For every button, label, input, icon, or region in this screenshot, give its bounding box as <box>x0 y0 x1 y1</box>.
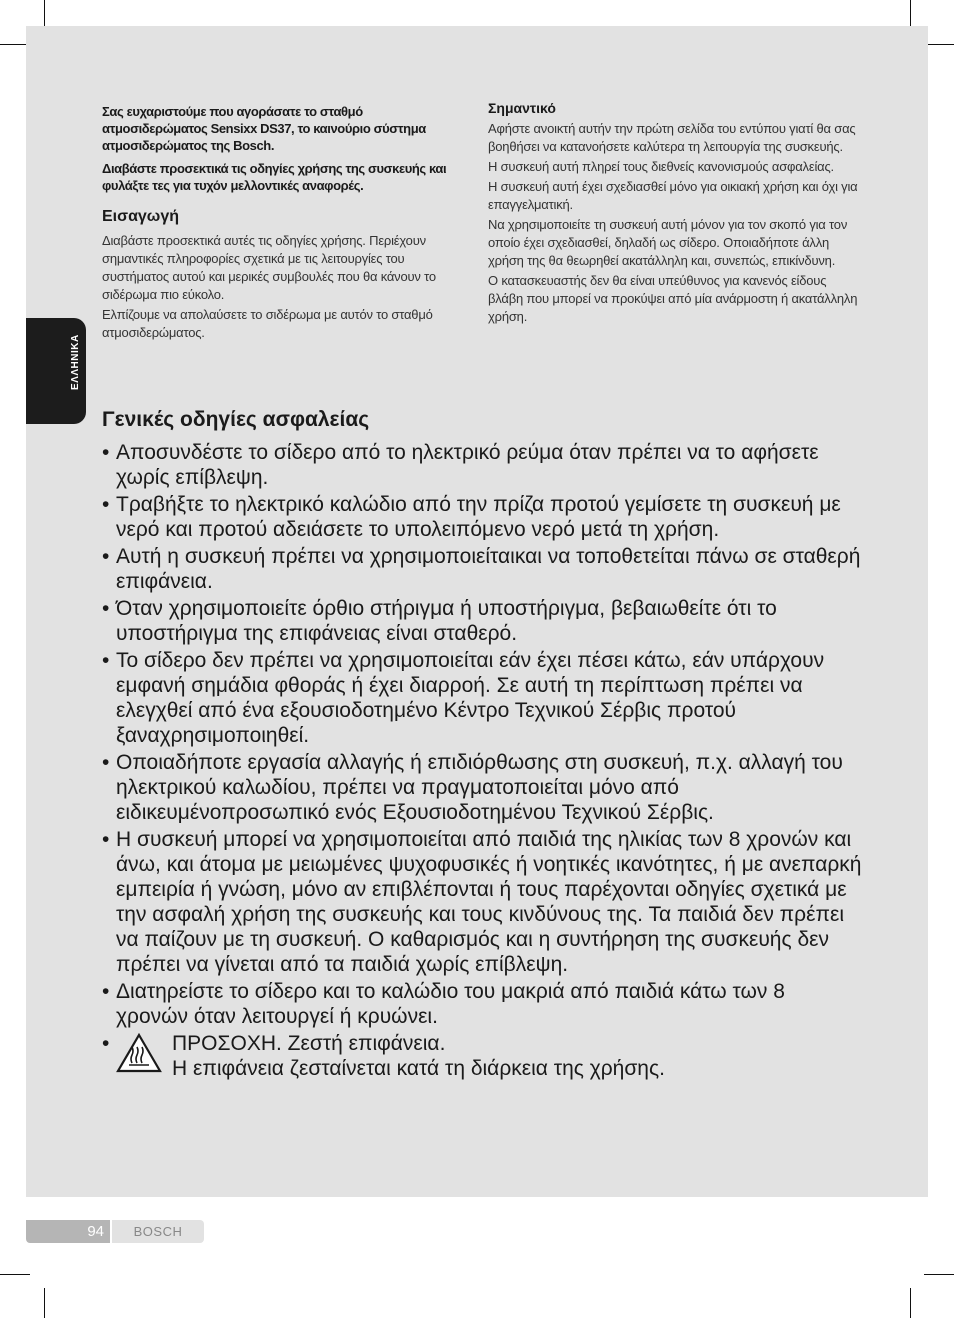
safety-item-text: Η συσκευή μπορεί να χρησιμοποιείται από παιδιά της ηλικίας των 8 χρονών και άνω, και άτομα με μειωμένες ψυχοφυσικές ή νοητικές ικανότητες, ή με ανεπαρκή εμπειρία ή γνώση, μόνο αν επιβλέπονται ή τους παρέχονται οδηγίες σχετικά με την ασφαλή χρήση της συσκευής και τους κινδύνους της. Τα παιδιά δεν πρέπει να παίζουν με τη συσκευή. Ο καθαρισμός και η συντήρηση της συσκευής δεν πρέπει να γίνεται από τα παιδιά χωρίς επίβλεψη. <box>116 828 862 976</box>
warning-text: Η επιφάνεια ζεσταίνεται κατά τη διάρκεια της χρήσης. <box>172 1057 665 1080</box>
safety-section <box>102 408 862 1081</box>
bullet-symbol: • <box>102 493 110 516</box>
safety-item-text: Αυτή η συσκευή πρέπει να χρησιμοποιείταικαι να τοποθετείται πάνω σε σταθερή επιφάνεια. <box>116 545 861 593</box>
safety-item <box>102 827 862 977</box>
bullet-symbol: • <box>102 441 110 464</box>
warning-title: ΠΡΟΣΟΧΗ. Ζεστή επιφάνεια. <box>172 1032 446 1055</box>
crop-mark <box>0 1274 30 1275</box>
introduction-text <box>102 232 462 342</box>
bullet-symbol: • <box>102 751 110 774</box>
bullet-symbol: • <box>102 597 110 620</box>
hot-surface-warning-icon <box>116 1033 162 1073</box>
crop-mark <box>924 44 954 45</box>
safety-item <box>102 979 862 1029</box>
safety-item-text: Αποσυνδέστε το σίδερο από το ηλεκτρικό ρεύμα όταν πρέπει να το αφήσετε χωρίς επίβλεψη. <box>116 441 819 489</box>
important-paragraph: Αφήστε ανοικτή αυτήν την πρώτη σελίδα του εντύπου γιατί θα σας βοηθήσει να κατανοήσετε καλύτερα τη λειτουργία της συσκευής. <box>488 121 856 154</box>
crop-mark <box>44 1288 45 1318</box>
intro-block <box>102 103 462 194</box>
safety-item-text: Διατηρείστε το σίδερο και το καλώδιο του μακριά από παιδιά κάτω των 8 χρονών όταν λειτουργεί ή κρυώνει. <box>116 980 785 1028</box>
introduction-heading: Εισαγωγή <box>102 208 179 225</box>
safety-item-text: Το σίδερο δεν πρέπει να χρησιμοποιείται εάν έχει πέσει κάτω, εάν υπάρχουν εμφανή σημάδια φθοράς ή έχει διαρροή. Σε αυτή τη περίπτωση πρέπει να ελεγχθεί από ένα εξουσιοδοτημένο Κέντρο Τεχνικού Σέρβις προτού ξαναχρησιμοποιηθεί. <box>116 649 825 747</box>
important-paragraph: Η συσκευή αυτή πληρεί τους διεθνείς κανονισμούς ασφαλείας. <box>488 159 834 174</box>
important-paragraph: Να χρησιμοποιείτε τη συσκευή αυτή μόνον για τον σκοπό για τον οποίο έχει σχεδιασθεί, δηλαδή ως σίδερο. Οποιαδήποτε άλλη χρήση της θα θεωρηθεί ακατάλληλη και, συνεπώς, επικίνδυνη. <box>488 217 848 268</box>
safety-item <box>102 648 862 748</box>
important-text <box>488 120 858 326</box>
language-tab <box>26 318 86 424</box>
safety-item <box>102 544 862 594</box>
bullet-symbol: • <box>102 545 110 568</box>
intro-thanks: Σας ευχαριστούμε που αγοράσατε το σταθμό ατμοσιδερώματος Sensixx DS37, το καινούριο σύστημα ατμοσιδερώματος της Bosch. <box>102 104 426 153</box>
crop-mark <box>924 1274 954 1275</box>
safety-item-text: Τραβήξτε το ηλεκτρικό καλώδιο από την πρίζα προτού γεμίσετε τη συσκευή με νερό και προτού αδειάσετε το υπολειπόμενο νερό μετά τη χρήση. <box>116 493 841 541</box>
safety-item <box>102 750 862 825</box>
safety-item <box>102 492 862 542</box>
bullet-symbol: • <box>102 649 110 672</box>
safety-item <box>102 596 862 646</box>
important-paragraph: Η συσκευή αυτή έχει σχεδιασθεί μόνο για οικιακή χρήση και όχι για επαγγελματική. <box>488 179 858 212</box>
bullet-symbol: • <box>102 828 110 851</box>
important-heading: Σημαντικό <box>488 100 556 116</box>
intro-read-instructions: Διαβάστε προσεκτικά τις οδηγίες χρήσης της συσκευής και φυλάξτε τες για τυχόν μελλοντικές αναφορές. <box>102 161 447 193</box>
left-column <box>102 103 462 344</box>
safety-heading: Γενικές οδηγίες ασφαλείας <box>102 408 370 431</box>
safety-item-text: Οποιαδήποτε εργασία αλλαγής ή επιδιόρθωσης στη συσκευή, π.χ. αλλαγή του ηλεκτρικού καλωδίου, πρέπει να πραγματοποιείται μόνο από ειδικευμένοπροσωπικό ενός Εξουσιοδοτημένου Τεχνικού Σέρβις. <box>116 751 843 824</box>
introduction-paragraph: Ελπίζουμε να απολαύσετε το σιδέρωμα με αυτόν το σταθμό ατμοσιδερώματος. <box>102 307 433 340</box>
hot-surface-warning <box>102 1031 862 1081</box>
brand-label: BOSCH <box>112 1220 204 1243</box>
introduction-paragraph: Διαβάστε προσεκτικά αυτές τις οδηγίες χρήσης. Περιέχουν σημαντικές πληροφορίες σχετικά με τις λειτουργίες του συστήματος αυτού και μερικές συμβουλές που θα κάνουν το σιδέρωμα πιο εύκολο. <box>102 233 436 302</box>
language-tab-label: ΕΛΛΗΝΙΚΑ <box>70 334 81 390</box>
bullet-symbol: • <box>102 1032 110 1055</box>
safety-item-text: Όταν χρησιμοποιείτε όρθιο στήριγμα ή υποστήριγμα, βεβαιωθείτε ότι το υποστήριγμα της επιφάνειας είναι σταθερό. <box>116 597 777 645</box>
safety-item <box>102 440 862 490</box>
important-paragraph: Ο κατασκευαστής δεν θα είναι υπεύθυνος για κανενός είδους βλάβη που μπορεί να προκύψει από μία ανάρμοστη ή ακατάλληλη χρήση. <box>488 273 858 324</box>
page-number: 94 <box>26 1220 110 1243</box>
bullet-symbol: • <box>102 980 110 1003</box>
crop-mark <box>910 1288 911 1318</box>
right-column <box>488 100 858 328</box>
